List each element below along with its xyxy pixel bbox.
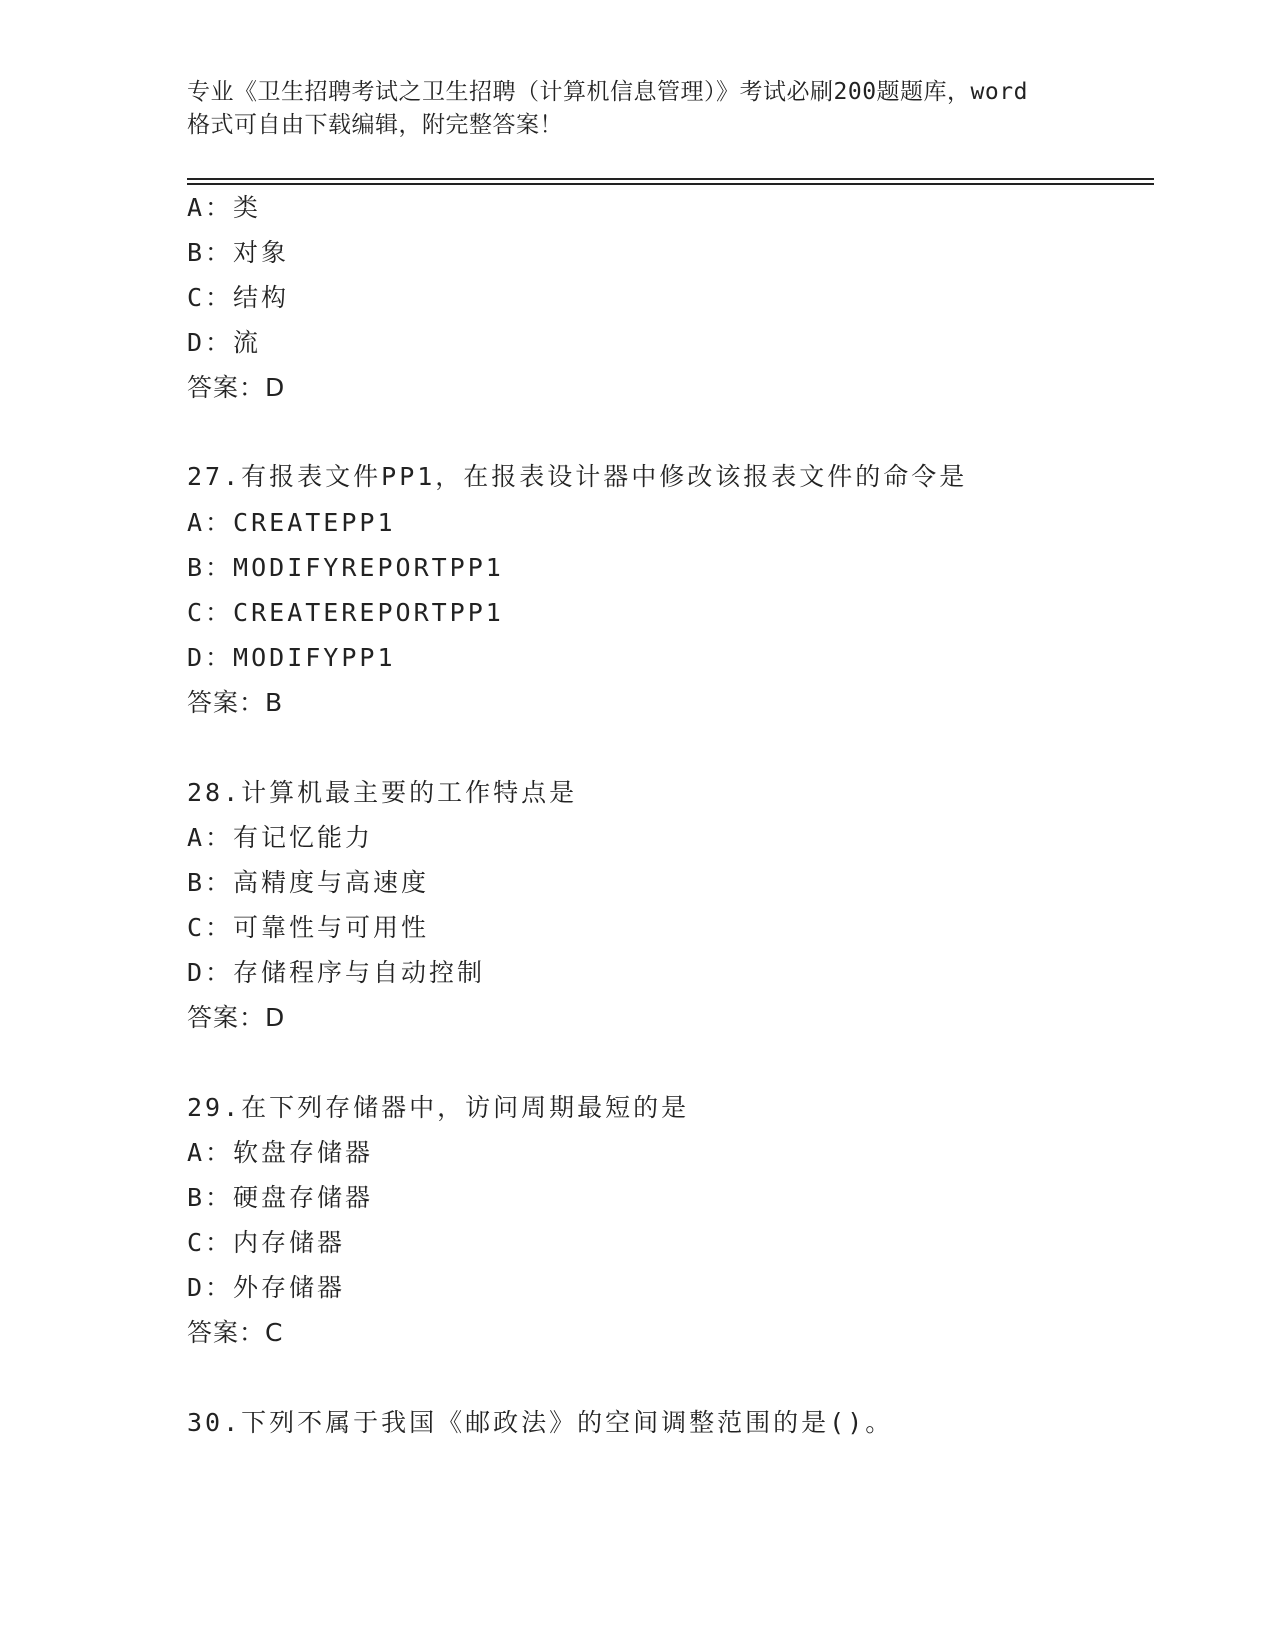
q26-answer: 答案：D [187,373,286,402]
q26-option-b: B：对象 [187,238,290,267]
q29-option-c: C：内存储器 [187,1228,346,1257]
header-divider-bottom [187,183,1154,185]
q27-answer: 答案：B [187,688,284,717]
q28-option-b: B：高精度与高速度 [187,868,430,897]
q27-option-c: C：CREATEREPORTPP1 [187,598,504,627]
q27-option-a: A：CREATEPP1 [187,508,396,537]
document-header [187,76,1087,142]
q29-option-b: B：硬盘存储器 [187,1183,374,1212]
header-divider-top [187,178,1154,180]
q29-stem: 29.在下列存储器中，访问周期最短的是 [187,1093,690,1122]
q28-option-a: A：有记忆能力 [187,823,374,852]
header-line-2: 格式可自由下载编辑，附完整答案！ [187,112,563,138]
q28-stem: 28.计算机最主要的工作特点是 [187,778,578,807]
q27-option-b: B：MODIFYREPORTPP1 [187,553,504,582]
q30-stem: 30.下列不属于我国《邮政法》的空间调整范围的是()。 [187,1408,894,1437]
q28-answer: 答案：D [187,1003,286,1032]
q26-option-d: D：流 [187,328,262,357]
q29-answer: 答案：C [187,1318,284,1347]
q28-option-d: D：存储程序与自动控制 [187,958,486,987]
q27-stem: 27.有报表文件PP1，在报表设计器中修改该报表文件的命令是 [187,462,968,491]
q29-option-a: A：软盘存储器 [187,1138,374,1167]
header-line-1: 专业《卫生招聘考试之卫生招聘（计算机信息管理）》考试必刷200题题库，word [187,79,1028,105]
q27-option-d: D：MODIFYPP1 [187,643,396,672]
q28-option-c: C：可靠性与可用性 [187,913,430,942]
q26-option-c: C：结构 [187,283,290,312]
q29-option-d: D：外存储器 [187,1273,346,1302]
q26-option-a: A：类 [187,193,262,222]
